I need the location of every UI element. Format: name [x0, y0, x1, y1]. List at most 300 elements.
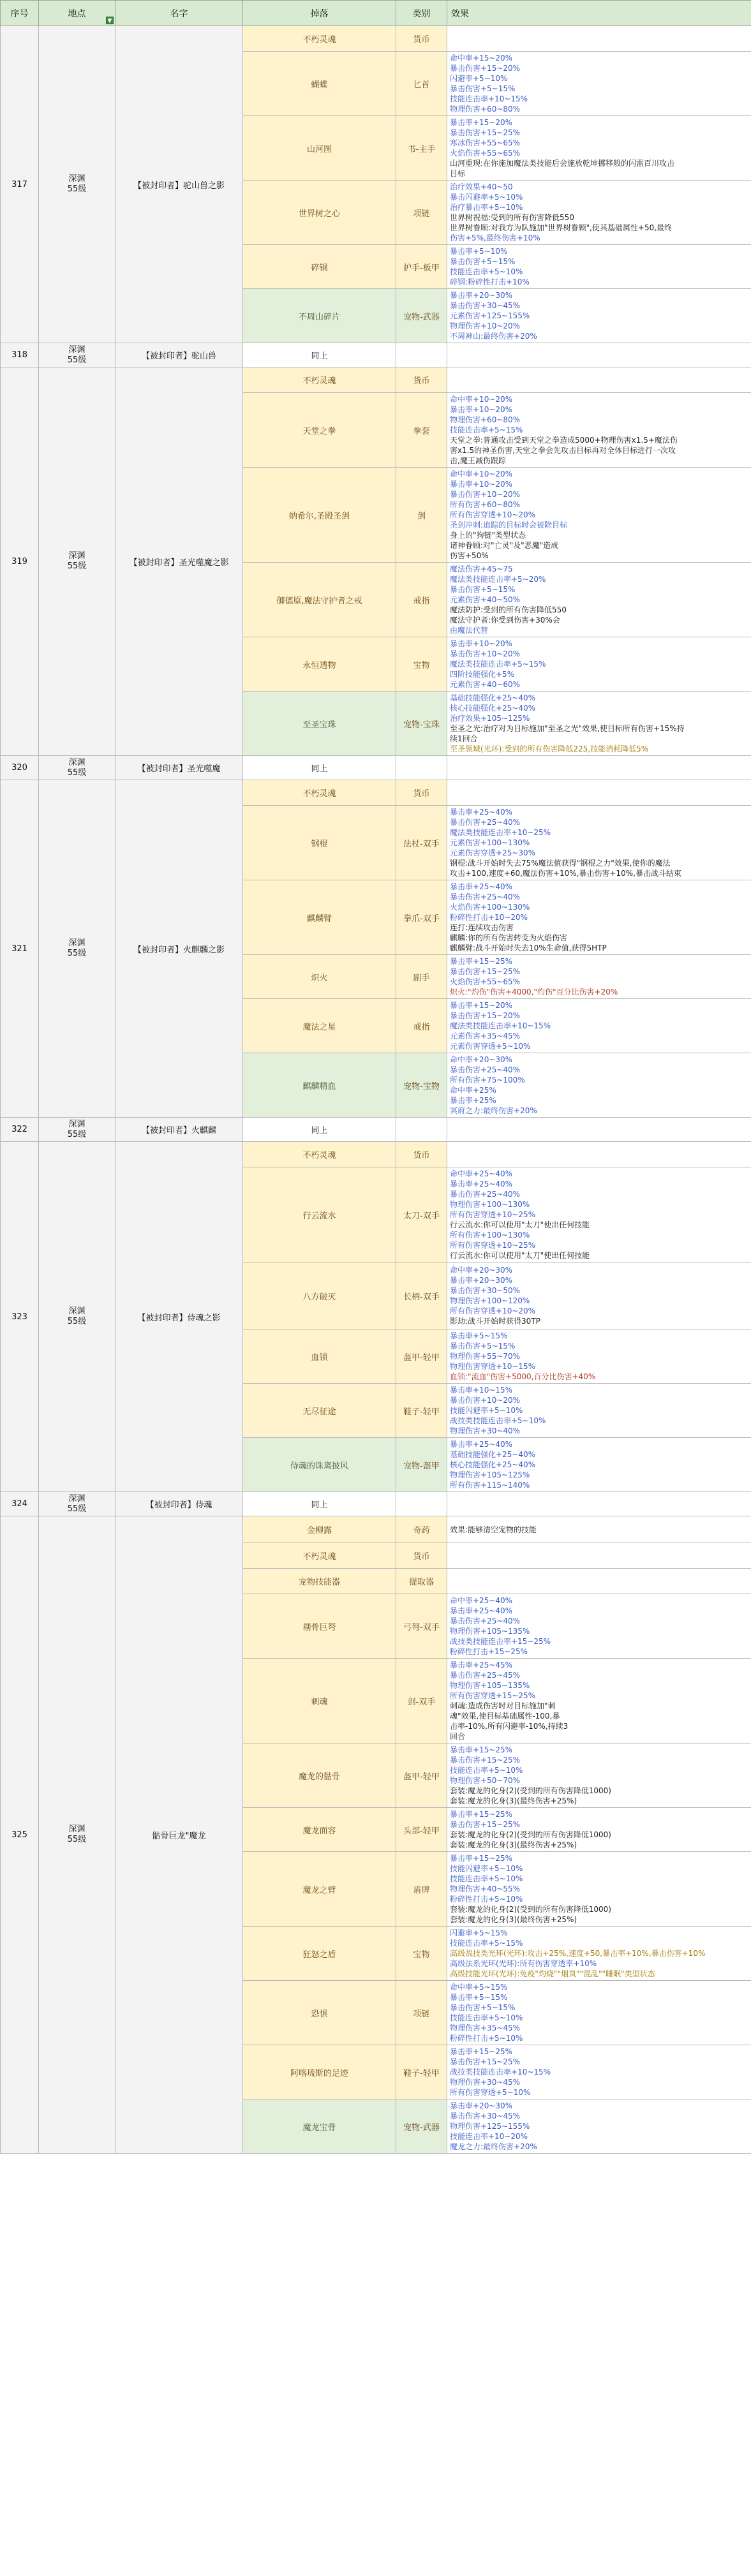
- effect-line: 物理伤害+10~20%: [450, 322, 521, 330]
- effect-line: 暴击伤害+30~50%: [450, 1286, 521, 1295]
- cell-drop[interactable]: 麒麟精血: [243, 1053, 396, 1118]
- effect-line: 魔法守护者:你受到伤害+30%会: [450, 616, 560, 625]
- cell-effect[interactable]: [447, 756, 751, 780]
- effect-line: 暴击率+25~45%: [450, 1661, 513, 1669]
- effect-line: 暴击伤害+15~20%: [450, 1011, 521, 1020]
- table-row: [1, 1142, 751, 1167]
- cell-drop[interactable]: 至圣宝珠: [243, 692, 396, 756]
- effect-line: 魂"效果,使目标基础属性-100,暴: [450, 1712, 560, 1721]
- cell-category[interactable]: 奇药: [396, 1516, 447, 1543]
- effect-line: 技能连击率+5~10%: [450, 267, 523, 276]
- effect-line: 暴击率+10~15%: [450, 1386, 513, 1395]
- effect-line: 元素伤害+100~130%: [450, 838, 530, 847]
- cell-drop[interactable]: 同上: [243, 1492, 396, 1516]
- cell-no[interactable]: 321: [1, 780, 39, 1118]
- cell-drop[interactable]: 蝴蝶: [243, 52, 396, 116]
- cell-monster-name[interactable]: 【被封印者】驼山兽: [115, 343, 243, 367]
- location-line: 55级: [67, 767, 87, 778]
- effect-line: 暴击率+25%: [450, 1096, 496, 1105]
- effect-line: 暴击率+5~15%: [450, 1993, 508, 2002]
- effect-line: 魔法类技能连击率+5~15%: [450, 660, 546, 669]
- location-line: 55级: [67, 1835, 87, 1844]
- cell-no[interactable]: 318: [1, 343, 39, 367]
- effect-line: 命中率+15~20%: [450, 54, 513, 63]
- cell-location[interactable]: [39, 1492, 115, 1516]
- cell-effect[interactable]: [447, 367, 751, 393]
- location-line: 55级: [67, 561, 87, 571]
- effect-line: 魔法类技能连击率+10~25%: [450, 828, 551, 837]
- effect-line: 物理伤害+105~135%: [450, 1627, 530, 1636]
- effect-line: 暴击伤害+5~15%: [450, 2003, 516, 2012]
- cell-drop[interactable]: 魔龙宝骨: [243, 2099, 396, 2154]
- cell-category[interactable]: 副手: [396, 955, 447, 999]
- cell-category[interactable]: 长柄-双手: [396, 1262, 447, 1329]
- effect-line: 害x1.5的神圣伤害,天堂之拳会先攻击目标再对全体目标进行一次攻: [450, 446, 676, 455]
- cell-category[interactable]: 戒指: [396, 563, 447, 637]
- table-row: [1, 1516, 751, 1543]
- effect-line: 暴击率+15~20%: [450, 1001, 513, 1010]
- effect-line: 高级技能光环(光环):免疫"灼烧""烟岚""混乱""睡眠"类型状态: [450, 1969, 655, 1978]
- cell-drop[interactable]: 不朽灵魂: [243, 367, 396, 393]
- effect-line: 暴击伤害+5~15%: [450, 84, 516, 93]
- cell-effect[interactable]: [447, 955, 751, 999]
- effect-line: 至圣之光:治疗对为目标施加"至圣之光"效果,使目标所有伤害+15%持: [450, 724, 685, 733]
- cell-category[interactable]: 弓弩-双手: [396, 1594, 447, 1659]
- header-name[interactable]: 名字: [115, 1, 243, 26]
- effect-line: 治疗效果+105~125%: [450, 714, 530, 723]
- effect-line: 物理伤害+50~70%: [450, 1776, 521, 1785]
- effect-line: 技能连击率+5~10%: [450, 1766, 523, 1775]
- header-location[interactable]: 地点 ▼: [39, 1, 115, 26]
- location-line: 深渊: [68, 174, 86, 184]
- effect-line: 暴击率+10~20%: [450, 405, 513, 414]
- effect-line: 所有伤害穿透+10~25%: [450, 1210, 536, 1219]
- effect-line: 元素伤害穿透+25~30%: [450, 848, 536, 857]
- effect-line: 暴击率+25~40%: [450, 1606, 513, 1615]
- cell-category[interactable]: 宠物-宝物: [396, 1053, 447, 1118]
- effect-line: 命中率+10~20%: [450, 470, 513, 478]
- cell-drop[interactable]: 碎钢: [243, 245, 396, 289]
- cell-drop[interactable]: 魔法之星: [243, 999, 396, 1053]
- effect-line: 物理伤害穿透+10~15%: [450, 1362, 536, 1371]
- cell-effect[interactable]: [447, 1569, 751, 1594]
- table-row: [1, 780, 751, 806]
- filter-icon[interactable]: ▼: [106, 17, 114, 24]
- effect-line: 物理伤害+105~125%: [450, 1470, 530, 1479]
- effect-line: 伤害+50%: [450, 551, 489, 560]
- header-drop[interactable]: 掉落: [243, 1, 396, 26]
- cell-effect[interactable]: [447, 468, 751, 563]
- effect-line: 元素伤害+35~45%: [450, 1032, 521, 1040]
- cell-effect[interactable]: [447, 116, 751, 181]
- effect-line: 暴击率+15~25%: [450, 957, 513, 966]
- header-category[interactable]: 类别: [396, 1, 447, 26]
- cell-monster-name[interactable]: 【被封印者】侍魂: [115, 1492, 243, 1516]
- effect-line: 核心技能强化+25~40%: [450, 1460, 536, 1469]
- effect-line: 元素伤害+125~155%: [450, 311, 530, 320]
- effect-line: 魔龙之力:最终伤害+20%: [450, 2142, 537, 2151]
- effect-line: 暴击率+25~40%: [450, 1180, 513, 1188]
- cell-effect[interactable]: [447, 806, 751, 880]
- effect-line: 暴击率+15~20%: [450, 118, 513, 127]
- cell-monster-name[interactable]: 【被封印者】火麒麟之影: [115, 780, 243, 1118]
- effect-line: 暴击伤害+25~40%: [450, 1190, 521, 1199]
- cell-category[interactable]: 鞋子-轻甲: [396, 1384, 447, 1438]
- effect-line: 所有伤害+115~140%: [450, 1481, 530, 1490]
- effect-line: 物理伤害+35~45%: [450, 2024, 521, 2032]
- cell-category[interactable]: 鞋子-轻甲: [396, 2045, 447, 2099]
- effect-line: 技能连击率+10~20%: [450, 2132, 528, 2141]
- location-line: 深渊: [68, 757, 86, 767]
- cell-location[interactable]: [39, 343, 115, 367]
- effect-line: 影劫:战斗开始时获得30TP: [450, 1317, 540, 1326]
- effect-line: 暴击伤害+10~20%: [450, 1396, 521, 1405]
- cell-category[interactable]: 盔甲-轻甲: [396, 1329, 447, 1384]
- cell-drop[interactable]: 不朽灵魂: [243, 26, 396, 52]
- cell-effect[interactable]: [447, 1167, 751, 1262]
- cell-effect[interactable]: [447, 1659, 751, 1743]
- cell-monster-name[interactable]: 【被封印者】驼山兽之影: [115, 26, 243, 343]
- cell-effect[interactable]: [447, 999, 751, 1053]
- effect-line: 暴击率+25~40%: [450, 808, 513, 817]
- cell-monster-name[interactable]: 骷骨巨龙"魔龙: [115, 1516, 243, 2154]
- effect-line: 治疗效果+40~50: [450, 182, 513, 191]
- effect-line: 暴击率+5~15%: [450, 1331, 508, 1340]
- effect-line: 物理伤害+105~135%: [450, 1681, 530, 1690]
- location-line: 55级: [67, 355, 87, 365]
- cell-category[interactable]: 项链: [396, 181, 447, 245]
- cell-category[interactable]: 货币: [396, 367, 447, 393]
- cell-category[interactable]: 盾牌: [396, 1852, 447, 1927]
- cell-effect[interactable]: [447, 26, 751, 52]
- cell-category[interactable]: [396, 1118, 447, 1142]
- location-line: 55级: [67, 949, 87, 958]
- cell-drop[interactable]: 不周山碎片: [243, 289, 396, 343]
- cell-drop[interactable]: 世界树之心: [243, 181, 396, 245]
- cell-location[interactable]: [39, 1142, 115, 1492]
- effect-line: 续1回合: [450, 734, 478, 743]
- cell-category[interactable]: 项链: [396, 1981, 447, 2045]
- cell-drop[interactable]: 不朽灵魂: [243, 1142, 396, 1167]
- cell-drop[interactable]: 钢棍: [243, 806, 396, 880]
- effect-line: 套装:魔龙的化身(3)(最终伤害+25%): [450, 1840, 577, 1849]
- location-line: 深渊: [68, 1493, 86, 1504]
- cell-effect[interactable]: [447, 780, 751, 806]
- cell-location[interactable]: [39, 1516, 115, 2154]
- cell-drop[interactable]: 恐惧: [243, 1981, 396, 2045]
- cell-category[interactable]: 宠物-盔甲: [396, 1438, 447, 1492]
- effect-line: 命中率+10~20%: [450, 395, 513, 404]
- cell-drop[interactable]: 阿喀琉斯的足迹: [243, 2045, 396, 2099]
- cell-drop[interactable]: 剔骨巨弩: [243, 1594, 396, 1659]
- table-row: [1, 26, 751, 52]
- effect-line: 暴击率+20~30%: [450, 2101, 513, 2110]
- cell-category[interactable]: 太刀-双手: [396, 1167, 447, 1262]
- cell-drop[interactable]: 魔龙的骷骨: [243, 1743, 396, 1808]
- effect-line: 技能连击率+10~15%: [450, 94, 528, 103]
- cell-drop[interactable]: 不朽灵魂: [243, 1543, 396, 1569]
- effect-line: 行云流水:你可以使用"太刀"使出任何技能: [450, 1251, 590, 1260]
- cell-no[interactable]: 322: [1, 1118, 39, 1142]
- cell-category[interactable]: 戒指: [396, 999, 447, 1053]
- cell-category[interactable]: 宠物-武器: [396, 289, 447, 343]
- effect-line: 魔法伤害+45~75: [450, 565, 513, 574]
- effect-line: 不周神山:最终伤害+20%: [450, 332, 537, 341]
- effect-line: 暴击伤害+15~20%: [450, 64, 521, 73]
- effect-line: 元素伤害+40~50%: [450, 595, 521, 604]
- cell-drop[interactable]: 无尽征途: [243, 1384, 396, 1438]
- effect-line: 暴击率+15~25%: [450, 1854, 513, 1863]
- cell-category[interactable]: 宠物-宝珠: [396, 692, 447, 756]
- cell-effect[interactable]: [447, 1053, 751, 1118]
- effect-line: 闪避率+5~15%: [450, 1928, 508, 1937]
- cell-effect[interactable]: [447, 1543, 751, 1569]
- cell-category[interactable]: 货币: [396, 780, 447, 806]
- cell-effect[interactable]: [447, 1492, 751, 1516]
- cell-effect[interactable]: [447, 563, 751, 637]
- cell-effect[interactable]: [447, 2099, 751, 2154]
- location-line: 深渊: [68, 551, 86, 561]
- cell-no[interactable]: 324: [1, 1492, 39, 1516]
- effect-line: 暴击闪避率+5~10%: [450, 193, 523, 202]
- effect-line: 物理伤害+55~70%: [450, 1352, 521, 1361]
- cell-effect[interactable]: [447, 1438, 751, 1492]
- effect-line: 暴击率+20~30%: [450, 1276, 513, 1285]
- header-no[interactable]: 序号: [1, 1, 39, 26]
- effect-line: 暴击率+25~40%: [450, 882, 513, 891]
- cell-location[interactable]: [39, 367, 115, 756]
- effect-line: 技能闪避率+5~10%: [450, 1864, 523, 1873]
- effect-line: 暴击伤害+25~40%: [450, 892, 521, 901]
- effect-line: 暴击伤害+10~20%: [450, 490, 521, 499]
- cell-category[interactable]: [396, 756, 447, 780]
- cell-no[interactable]: 319: [1, 367, 39, 756]
- effect-line: 至圣领域(光环):受到的所有伤害降低225,技能消耗降低5%: [450, 744, 649, 753]
- effect-line: 暴击率+25~40%: [450, 1440, 513, 1449]
- effect-line: 治疗暴击率+5~10%: [450, 203, 523, 212]
- effect-line: 命中率+25%: [450, 1086, 496, 1095]
- cell-drop[interactable]: 血锁: [243, 1329, 396, 1384]
- effect-line: 暴击率+15~25%: [450, 1745, 513, 1754]
- cell-effect[interactable]: [447, 1384, 751, 1438]
- location-line: 55级: [67, 1317, 87, 1326]
- cell-no[interactable]: 317: [1, 26, 39, 343]
- cell-category[interactable]: 宝物: [396, 637, 447, 692]
- cell-location[interactable]: [39, 26, 115, 343]
- effect-line: 粉碎性打击+15~25%: [450, 1647, 528, 1656]
- cell-category[interactable]: 头部-轻甲: [396, 1808, 447, 1852]
- cell-drop[interactable]: 宠物技能器: [243, 1569, 396, 1594]
- cell-effect[interactable]: [447, 393, 751, 468]
- effect-line: 暴击伤害+25~40%: [450, 1617, 521, 1625]
- cell-drop[interactable]: 刺魂: [243, 1659, 396, 1743]
- cell-effect[interactable]: [447, 1516, 751, 1543]
- cell-effect[interactable]: [447, 692, 751, 756]
- cell-category[interactable]: 法杖-双手: [396, 806, 447, 880]
- cell-category[interactable]: 护手-板甲: [396, 245, 447, 289]
- cell-category[interactable]: 盔甲-轻甲: [396, 1743, 447, 1808]
- effect-line: 所有伤害+100~130%: [450, 1231, 530, 1240]
- cell-drop[interactable]: 炽火: [243, 955, 396, 999]
- cell-effect[interactable]: [447, 245, 751, 289]
- effect-line: 套装:魔龙的化身(2)(受到的所有伤害降低1000): [450, 1830, 611, 1839]
- location-line: 深渊: [68, 938, 86, 948]
- cell-effect[interactable]: [447, 289, 751, 343]
- effect-line: 物理伤害+60~80%: [450, 105, 521, 114]
- effect-line: 魔法类技能连击率+10~15%: [450, 1021, 551, 1030]
- cell-category[interactable]: 剑-双手: [396, 1659, 447, 1743]
- cell-location[interactable]: [39, 780, 115, 1118]
- effect-line: 四阶技能强化+5%: [450, 670, 515, 679]
- cell-drop[interactable]: 狂怒之盾: [243, 1927, 396, 1981]
- cell-drop[interactable]: 同上: [243, 1118, 396, 1142]
- cell-drop[interactable]: 御德原,魔法守护者之戒: [243, 563, 396, 637]
- cell-category[interactable]: [396, 1492, 447, 1516]
- effect-line: 物理伤害+30~45%: [450, 2078, 521, 2087]
- cell-monster-name[interactable]: 【被封印者】圣光噬魔: [115, 756, 243, 780]
- location-line: 55级: [67, 184, 87, 194]
- effect-line: 暴击伤害+15~25%: [450, 967, 521, 976]
- cell-drop[interactable]: 八方破灭: [243, 1262, 396, 1329]
- cell-category[interactable]: [396, 343, 447, 367]
- effect-line: 魔法防护:受到的所有伤害降低550: [450, 605, 567, 614]
- effect-line: 连打:连续攻击伤害: [450, 923, 514, 932]
- effect-line: 行云流水:你可以使用"太刀"使出任何技能: [450, 1220, 590, 1229]
- effect-line: 火焰伤害+100~130%: [450, 903, 530, 912]
- effect-line: 暴击伤害+5~15%: [450, 1342, 516, 1351]
- effect-line: 火焰伤害+55~65%: [450, 977, 521, 986]
- cell-effect[interactable]: [447, 181, 751, 245]
- effect-line: 所有伤害穿透+10~20%: [450, 510, 536, 519]
- effect-line: 击,魔王减伤跟踪: [450, 456, 506, 465]
- effect-line: 伤害+5%,最终伤害+10%: [450, 233, 540, 242]
- effect-line: 目标: [450, 169, 466, 178]
- cell-effect[interactable]: [447, 52, 751, 116]
- effect-line: 物理伤害+100~130%: [450, 1200, 530, 1209]
- cell-no[interactable]: 325: [1, 1516, 39, 2154]
- cell-effect[interactable]: [447, 637, 751, 692]
- cell-category[interactable]: 剑: [396, 468, 447, 563]
- cell-effect[interactable]: [447, 1743, 751, 1808]
- cell-category[interactable]: 货币: [396, 26, 447, 52]
- cell-category[interactable]: 货币: [396, 1142, 447, 1167]
- cell-drop[interactable]: 魔龙面容: [243, 1808, 396, 1852]
- cell-drop[interactable]: 山河图: [243, 116, 396, 181]
- table-row: [1, 756, 751, 780]
- effect-line: 物理伤害+60~80%: [450, 415, 521, 424]
- effect-line: 暴击伤害+15~25%: [450, 2057, 521, 2066]
- cell-category[interactable]: 拳套: [396, 393, 447, 468]
- header-effect[interactable]: 效果: [447, 1, 751, 26]
- cell-monster-name[interactable]: 【被封印者】侍魂之影: [115, 1142, 243, 1492]
- effect-line: 圣剑冲刺:追踪的目标时会被除目标: [450, 521, 568, 529]
- location-line: 55级: [67, 1129, 87, 1139]
- table-row: [1, 367, 751, 393]
- effect-line: 暴击伤害+15~25%: [450, 1820, 521, 1829]
- cell-category[interactable]: 宠物-武器: [396, 2099, 447, 2154]
- cell-monster-name[interactable]: 【被封印者】圣光噬魔之影: [115, 367, 243, 756]
- effect-line: 元素伤害+40~60%: [450, 680, 521, 689]
- table-row: [1, 343, 751, 367]
- effect-line: 由魔法代替: [450, 626, 489, 635]
- cell-effect[interactable]: [447, 2045, 751, 2099]
- effect-line: 魔法类技能连击率+5~20%: [450, 575, 546, 584]
- effect-line: 暴击伤害+10~20%: [450, 649, 521, 658]
- cell-effect[interactable]: [447, 1852, 751, 1927]
- cell-effect[interactable]: [447, 1981, 751, 2045]
- cell-effect[interactable]: [447, 1118, 751, 1142]
- cell-effect[interactable]: [447, 1808, 751, 1852]
- effect-line: 套装:魔龙的化身(3)(最终伤害+25%): [450, 1915, 577, 1924]
- effect-line: 命中率+20~30%: [450, 1055, 513, 1064]
- effect-line: 暴击伤害+25~45%: [450, 1671, 521, 1680]
- effect-line: 物理伤害+40~55%: [450, 1884, 521, 1893]
- cell-location[interactable]: [39, 1118, 115, 1142]
- cell-effect[interactable]: [447, 880, 751, 955]
- effect-line: 命中率+25~40%: [450, 1169, 513, 1178]
- table-header: [1, 1, 751, 26]
- cell-category[interactable]: 书-主手: [396, 116, 447, 181]
- cell-effect[interactable]: [447, 1142, 751, 1167]
- cell-effect[interactable]: [447, 1329, 751, 1384]
- cell-effect[interactable]: [447, 1927, 751, 1981]
- effect-line: 炽火:"灼伤"伤害+4000,"灼伤"百分比伤害+20%: [450, 988, 618, 996]
- cell-drop[interactable]: 麒麟臂: [243, 880, 396, 955]
- cell-drop[interactable]: 纳希尔,圣殿圣剑: [243, 468, 396, 563]
- cell-category[interactable]: 提取器: [396, 1569, 447, 1594]
- cell-drop[interactable]: 行云流水: [243, 1167, 396, 1262]
- effect-line: 击率-10%,所有闪避率-10%,持续3: [450, 1722, 569, 1731]
- cell-category[interactable]: 货币: [396, 1543, 447, 1569]
- cell-no[interactable]: 320: [1, 756, 39, 780]
- cell-category[interactable]: 宝物: [396, 1927, 447, 1981]
- cell-category[interactable]: 拳爪-双手: [396, 880, 447, 955]
- cell-effect[interactable]: [447, 343, 751, 367]
- cell-drop[interactable]: 魔龙之臂: [243, 1852, 396, 1927]
- effect-line: 麒麟臂:战斗开始时失去10%生命值,获得5HTP: [450, 944, 607, 952]
- cell-drop[interactable]: 永恒透物: [243, 637, 396, 692]
- cell-location[interactable]: [39, 756, 115, 780]
- effect-line: 血锁:"流血"伤害+5000,百分比伤害+40%: [450, 1372, 596, 1381]
- effect-line: 暴击率+15~25%: [450, 2047, 513, 2056]
- cell-monster-name[interactable]: 【被封印者】火麒麟: [115, 1118, 243, 1142]
- cell-no[interactable]: 323: [1, 1142, 39, 1492]
- effect-line: 技能连击率+5~15%: [450, 426, 523, 434]
- location-line: 深渊: [68, 1119, 86, 1129]
- cell-drop[interactable]: 同上: [243, 756, 396, 780]
- cell-drop[interactable]: 侍魂的诛离披风: [243, 1438, 396, 1492]
- effect-line: 世界树祝福:受到的所有伤害降低550: [450, 213, 574, 222]
- effect-line: 套装:魔龙的化身(2)(受到的所有伤害降低1000): [450, 1905, 611, 1914]
- effect-line: 粉碎性打击+10~20%: [450, 913, 528, 922]
- location-line: 深渊: [68, 344, 86, 355]
- table-row: [1, 1492, 751, 1516]
- cell-effect[interactable]: [447, 1594, 751, 1659]
- cell-effect[interactable]: [447, 1262, 751, 1329]
- cell-drop[interactable]: 天堂之拳: [243, 393, 396, 468]
- effect-line: 世界树眷顾:对我方为队施加"世界树眷顾",使其基础属性+50,最终: [450, 223, 673, 232]
- cell-drop[interactable]: 金柳露: [243, 1516, 396, 1543]
- effect-line: 高级战技类光环(光环):攻击+25%,速度+50,暴击率+10%,暴击伤害+10%: [450, 1949, 706, 1958]
- effect-line: 基础技能强化+25~40%: [450, 693, 536, 702]
- cell-drop[interactable]: 同上: [243, 343, 396, 367]
- cell-category[interactable]: 匕首: [396, 52, 447, 116]
- effect-line: 冥府之力:最终伤害+20%: [450, 1106, 537, 1115]
- effect-line: 命中率+25~40%: [450, 1596, 513, 1605]
- effect-line: 暴击率+5~10%: [450, 247, 508, 256]
- cell-drop[interactable]: 不朽灵魂: [243, 780, 396, 806]
- effect-line: 技能连击率+5~10%: [450, 2013, 523, 2022]
